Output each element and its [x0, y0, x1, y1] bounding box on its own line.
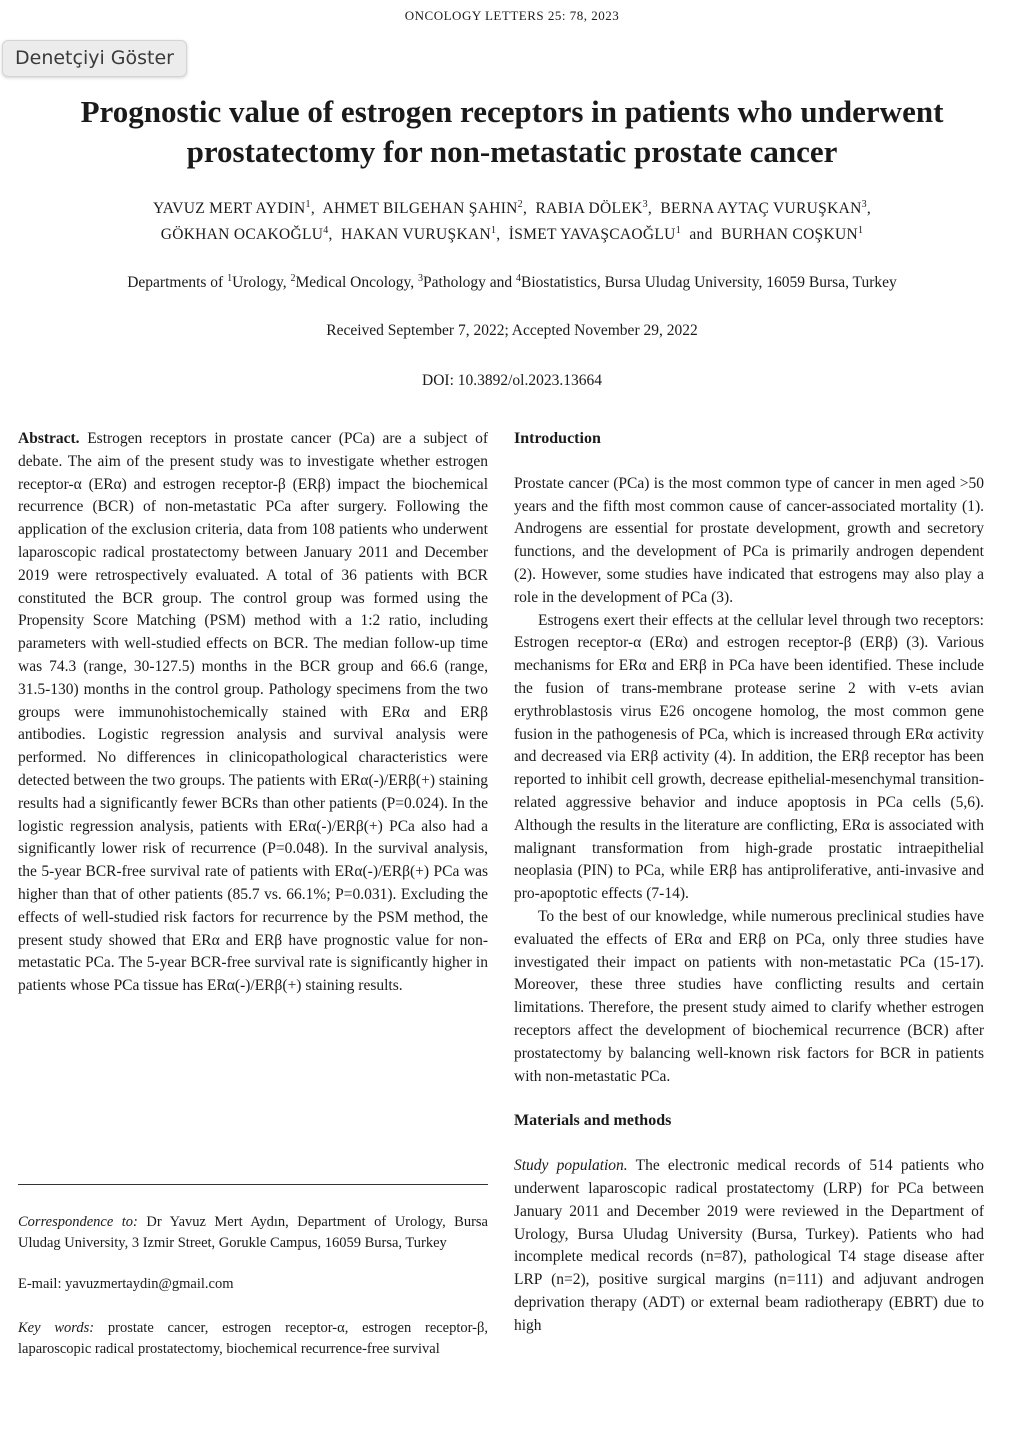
spacer	[514, 1088, 984, 1110]
affiliation-urology: Urology,	[232, 274, 287, 291]
author-line-2: GÖKHAN OCAKOĞLU$^4$, HAKAN VURUŞKAN$^1$, İSMET YAVAŞCAOĞLU$^1$ and BURHAN COŞKUN$^1$	[160, 224, 864, 243]
affiliation-marker: 4	[516, 272, 522, 284]
author-line-1: YAVUZ MERT AYDIN$^1$, AHMET BILGEHAN ŞAHIN$^2$, RABIA DÖLEK$^3$, BERNA AYTAÇ VURUŞKAN$^3$,	[152, 198, 872, 217]
methods-text: The electronic medical records of 514 patients who underwent laparoscopic radical prostatectomy (LRP) for PCa between January 2011 and December 2019 were reviewed in the Department of Urology, Bursa Uludag University (Bursa, Turkey). Patients who had incomplete medical records (n=87), pathological T4 stage disease after LRP (n=2), positive surgical margins (n=111) and adjuvant androgen deprivation therapy (ADT) or external beam radiotherapy (EBRT) due to high	[514, 1157, 984, 1334]
author-name: HAKAN VURUŞKAN	[341, 226, 491, 243]
received-accepted-dates: Received September 7, 2022; Accepted November 29, 2022	[326, 322, 698, 339]
left-column	[18, 428, 488, 998]
affiliation-marker: 1	[675, 224, 681, 236]
affiliation-marker: 1	[227, 272, 233, 284]
spacer	[514, 451, 984, 473]
keywords-text: prostate cancer, estrogen receptor-α, estrogen receptor-β, laparoscopic radical prostatectomy, biochemical recurrence-free survival	[18, 1320, 489, 1357]
abstract-label: Abstract.	[18, 430, 80, 447]
affiliation-marker: 3	[861, 198, 867, 210]
spacer	[514, 1133, 984, 1155]
correspondence-label: Correspondence to:	[18, 1214, 138, 1230]
affiliation-marker: 3	[418, 272, 424, 284]
author-name: BERNA AYTAÇ VURUŞKAN	[660, 200, 862, 217]
study-population-subheading: Study population.	[514, 1157, 628, 1175]
abstract-paragraph	[18, 428, 488, 998]
affiliation-marker: 2	[290, 272, 296, 284]
keywords-label: Key words:	[18, 1320, 95, 1336]
affiliation-marker: 1	[490, 224, 497, 236]
methods-heading: Materials and methods	[514, 1112, 672, 1130]
footnote-divider	[18, 1184, 488, 1185]
article-title: Prognostic value of estrogen receptors in patients who underwent prostatectomy for non-metastatic prostate cancer	[80, 94, 944, 169]
author-list	[40, 196, 984, 248]
affiliation-biostatistics: Biostatistics, Bursa Uludag University, 16059 Bursa, Turkey	[521, 274, 897, 291]
show-inspector-button[interactable]: Denetçiyi Göster	[2, 40, 187, 77]
author-name: BURHAN COŞKUN	[721, 226, 858, 243]
affiliations	[10, 272, 1014, 294]
introduction-paragraph-2: Estrogens exert their effects at the cellular level through two receptors: Estrogen receptor-α (ERα) and estrogen receptor-β (ERβ) (3). Various mechanisms for ERα and ERβ in PCa have been identified. These include the fusion of trans-membrane protease serine 2 with v-ets avian erythroblastosis virus E26 oncogene homolog, the most common gene fusion in the pathogenesis of PCa, which is increased through ERα activity and decreased via ERβ activity (4). In addition, the ERβ receptor has been reported to inhibit cell growth, decrease epithelial-mesenchymal transition-related aggressive behavior and induce apoptosis in PCa cells (5,6). Although the results in the literature are conflicting, ERα is associated with malignant transformation from high-grade prostatic intraepithelial neoplasia (PIN) to PCa, while ERβ has antiproliferative, anti-invasive and pro-apoptotic effects (7-14).	[514, 611, 984, 903]
affiliation-marker: 1	[857, 224, 864, 236]
running-head: ONCOLOGY LETTERS 25: 78, 2023	[404, 8, 620, 23]
doi-link[interactable]: DOI: 10.3892/ol.2023.13664	[422, 372, 602, 389]
affiliation-medical-oncology: Medical Oncology,	[295, 274, 415, 291]
affiliation-pathology: Pathology and	[423, 274, 513, 291]
right-column	[514, 428, 984, 1337]
correspondence-email[interactable]: E-mail: yavuzmertaydin@gmail.com	[18, 1276, 234, 1292]
methods-paragraph-1	[514, 1155, 984, 1337]
introduction-paragraph-3: To the best of our knowledge, while numerous preclinical studies have evaluated the effects of ERα and ERβ on PCa, only three studies have investigated their impact on patients with non-metastatic PCa (15-17). Moreover, these three studies have conflicting results and certain limitations. Therefore, the present study aimed to clarify whether estrogen receptors affect the development of biochemical recurrence (BCR) after prostatectomy by balancing well-known risk factors for BCR in patients with non-metastatic PCa.	[514, 907, 984, 1085]
author-name: RABIA DÖLEK	[535, 200, 643, 217]
author-name: YAVUZ MERT AYDIN	[152, 200, 306, 217]
affiliation-marker: 2	[517, 198, 523, 210]
introduction-heading: Introduction	[514, 430, 601, 447]
introduction-paragraph-1: Prostate cancer (PCa) is the most common type of cancer in men aged >50 years and the fifth most common cause of cancer-associated mortality (1). Androgens are essential for prostate development, growth and secretory functions, and the development of PCa is primarily androgen dependent (2). However, some studies have indicated that estrogens may also play a role in the development of PCa (3).	[514, 474, 984, 606]
correspondence-text: Dr Yavuz Mert Aydın, Department of Urology, Bursa Uludag University, 3 Izmir Street, Gorukle Campus, 16059 Bursa, Turkey	[18, 1214, 488, 1251]
keywords-note	[18, 1318, 488, 1359]
affiliation-marker: 1	[305, 198, 311, 210]
correspondence-note	[18, 1212, 488, 1253]
author-name: İSMET YAVAŞCAOĞLU	[508, 226, 676, 243]
affiliation-marker: 3	[642, 198, 648, 210]
affiliation-marker: 4	[323, 224, 329, 236]
author-name: AHMET BILGEHAN ŞAHIN	[322, 200, 518, 217]
affiliation-prefix: Departments of	[127, 274, 224, 291]
author-conjunction: and	[689, 226, 713, 243]
author-name: GÖKHAN OCAKOĞLU	[160, 226, 324, 243]
abstract-text: Estrogen receptors in prostate cancer (PCa) are a subject of debate. The aim of the present study was to investigate whether estrogen receptor-α (ERα) and estrogen receptor-β (ERβ) impact the biochemical recurrence (BCR) of non-metastatic PCa after surgery. Following the application of the exclusion criteria, data from 108 patients who underwent laparoscopic radical prostatectomy between January 2011 and December 2019 were retrospectively evaluated. A total of 36 patients with BCR constituted the BCR group. The control group was formed using the Propensity Score Matching (PSM) method with a 1:2 ratio, including parameters with well-studied effects on BCR. The median follow-up time was 74.3 (range, 30-127.5) months in the BCR group and 66.6 (range, 31.5-130) months in the control group. Pathology specimens from the two groups were immunohistochemically stained with ERα and ERβ antibodies. Logistic regression analysis and survival analysis were performed. No differences in clinicopathological characteristics were detected between the two groups. The patients with ERα(-)/ERβ(+) staining results had a significantly fewer BCRs than other patients (P=0.024). In the logistic regression analysis, patients with ERα(-)/ERβ(+) PCa also had a significantly lower risk of recurrence (P=0.048). In the survival analysis, the 5-year BCR-free survival rate of patients with ERα(-)/ERβ(+) PCa was higher than that of other patients (85.7 vs. 66.1%; P=0.031). Excluding the effects of well-studied risk factors for recurrence by the PSM method, the present study showed that ERα and ERβ have prognostic value for non-metastatic PCa. The 5-year BCR-free survival rate is significantly higher in patients whose PCa tissue has ERα(-)/ERβ(+) staining results.	[18, 430, 488, 995]
